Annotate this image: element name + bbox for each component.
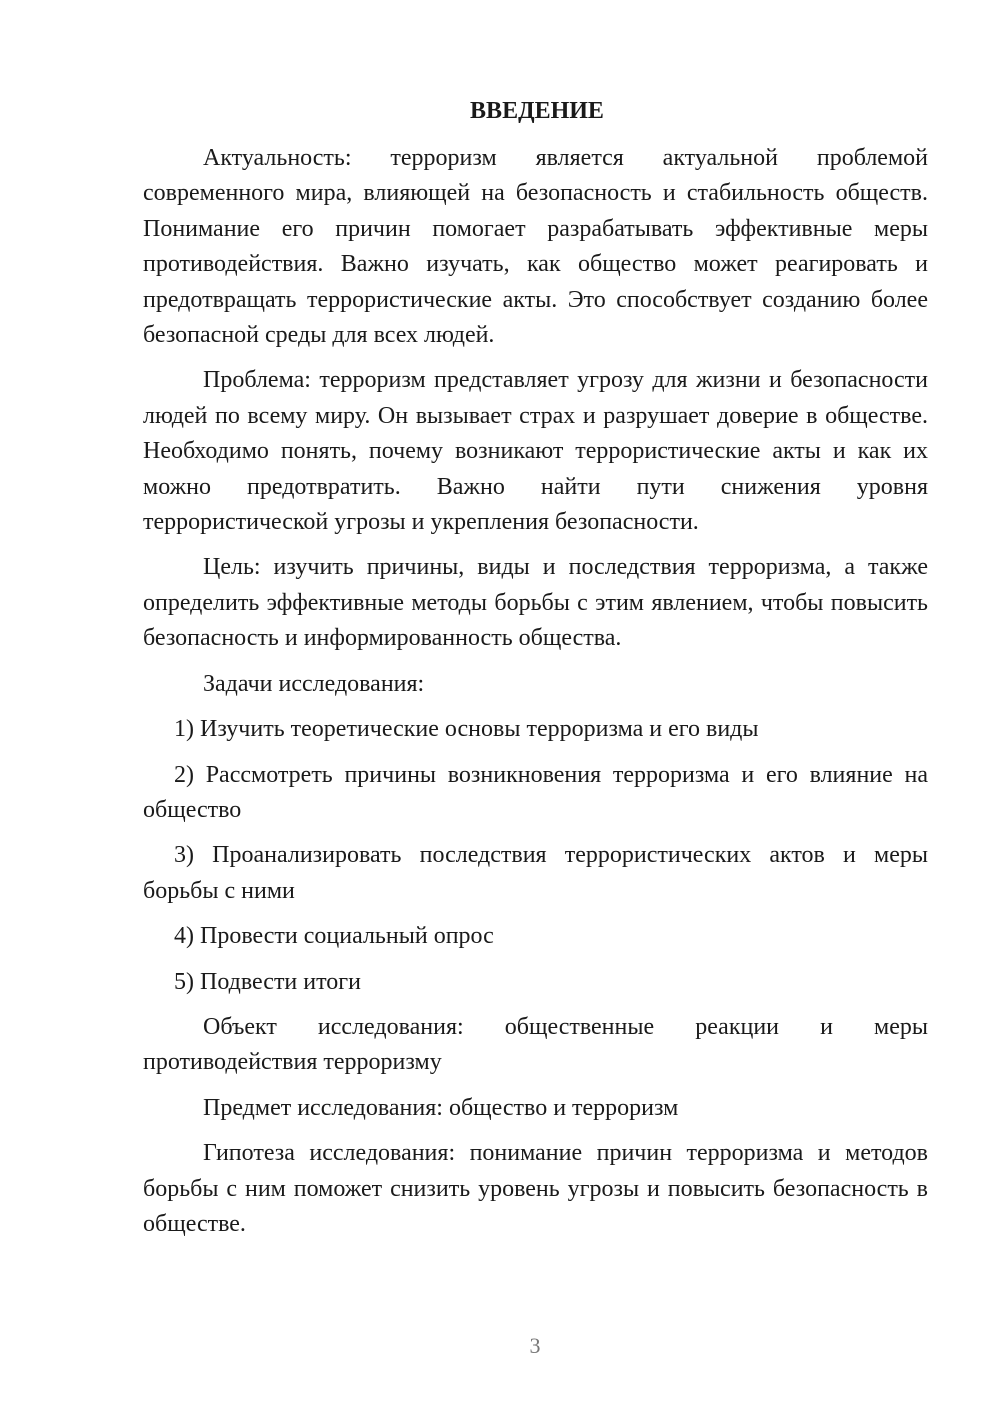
page-content	[143, 94, 928, 1242]
task-item: 4) Провести социальный опрос	[174, 923, 494, 950]
hypothesis-paragraph: Гипотеза исследования: понимание причин терроризма и методов борьбы с ним поможет снизить уровень угрозы и повысить безопасность в обществе.	[143, 1140, 928, 1237]
problem-paragraph: Проблема: терроризм представляет угрозу для жизни и безопасности людей по всему миру. Он вызывает страх и разрушает доверие в обществе. Необходимо понять, почему возникают террористические акты и как их можно предотвратить. Важно найти пути снижения уровня террористической угрозы и укрепления безопасности.	[143, 367, 928, 536]
task-item: 2) Рассмотреть причины возникновения терроризма и его влияние на общество	[143, 761, 928, 823]
tasks-heading: Задачи исследования:	[203, 670, 425, 697]
page-number: 3	[529, 1333, 541, 1358]
task-item: 1) Изучить теоретические основы терроризма и его виды	[174, 716, 759, 743]
object-paragraph: Объект исследования: общественные реакции и меры противодействия терроризму	[143, 1013, 928, 1076]
task-item: 5) Подвести итоги	[174, 968, 361, 995]
relevance-paragraph: Актуальность: терроризм является актуальной проблемой современного мира, влияющей на безопасность и стабильность обществ. Понимание его причин помогает разрабатывать эффективные меры противодействия. Важно изучать, как общество может реагировать и предотвращать террористические акты. Это способствует созданию более безопасной среды для всех людей.	[143, 145, 928, 349]
subject-paragraph: Предмет исследования: общество и терроризм	[203, 1094, 679, 1121]
task-item: 3) Проанализировать последствия террористических актов и меры борьбы с ними	[143, 842, 928, 904]
section-title: ВВЕДЕНИЕ	[470, 98, 604, 124]
goal-paragraph: Цель: изучить причины, виды и последствия терроризма, а также определить эффективные методы борьбы с этим явлением, чтобы повысить безопасность и информированность общества.	[143, 554, 928, 652]
